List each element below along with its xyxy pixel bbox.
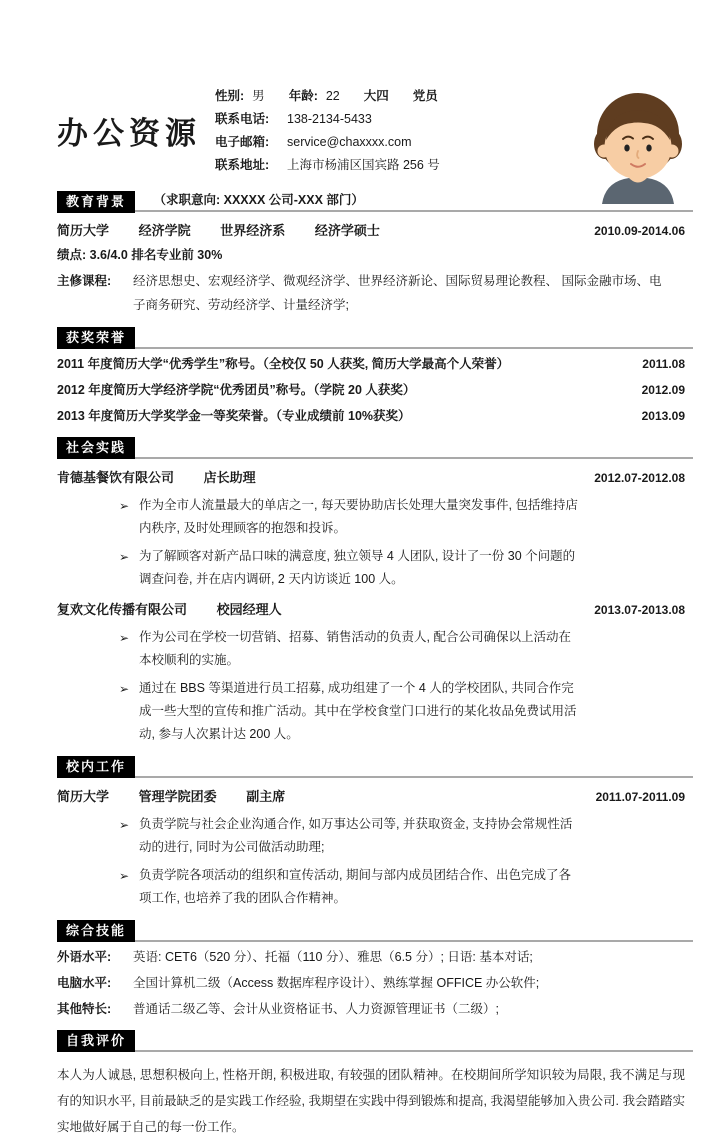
practice-entry-header bbox=[57, 599, 685, 621]
education-date: 2010.09-2014.06 bbox=[594, 224, 685, 238]
arrow-bullet-icon: ➢ bbox=[119, 682, 130, 696]
skill-text: 英语: CET6（520 分）、托福（110 分）、雅思（6.5 分）; 日语: 基本对话; bbox=[133, 950, 533, 964]
section-rule bbox=[57, 1050, 693, 1052]
award-date: 2011.08 bbox=[642, 357, 685, 371]
arrow-bullet-icon: ➢ bbox=[119, 631, 130, 645]
section-rule bbox=[57, 457, 693, 459]
section-header-skills bbox=[57, 920, 685, 942]
male-avatar-illustration bbox=[582, 88, 694, 204]
section-rule bbox=[57, 210, 693, 212]
practice-date: 2012.07-2012.08 bbox=[594, 471, 685, 485]
address-label: 联系地址: bbox=[215, 158, 270, 172]
company-name: 复欢文化传播有限公司 bbox=[57, 602, 188, 617]
education-entry-header bbox=[57, 220, 685, 242]
avatar bbox=[582, 88, 694, 204]
self-evaluation-text: 本人为人诚恳, 思想积极向上, 性格开朗, 积极进取, 有较强的团队精神。在校期间所学知识较为局限, 我不满足与现有的知识水平, 目前最缺乏的是实践工作经验, 我期望在实践中得到锻炼和提高, 我渴望能够加入贵公司. 我会踏踏实实地做好属于自己的每一份工作。 bbox=[57, 1068, 685, 1134]
contact-phone-row bbox=[215, 109, 454, 130]
award-row bbox=[57, 353, 685, 375]
grade-value: 大四 bbox=[363, 89, 389, 103]
personal-info bbox=[215, 86, 454, 178]
bullet-item bbox=[119, 545, 685, 591]
skill-row bbox=[57, 972, 685, 994]
bullet-text: 作为公司在学校一切营销、招募、销售活动的负责人, 配合公司确保以上活动在本校顺利的实施。 bbox=[139, 630, 571, 667]
org-dept-name: 管理学院团委 bbox=[138, 789, 217, 804]
courses-text: 经济思想史、宏观经济学、微观经济学、世界经济新论、国际贸易理论教程、 国际金融市场、电子商务研究、劳动经济学、计量经济学; bbox=[133, 274, 662, 312]
college-name: 经济学院 bbox=[138, 223, 191, 238]
section-header-practice bbox=[57, 437, 685, 459]
award-text: 2011 年度简历大学“优秀学生”称号。（全校仅 50 人获奖, 简历大学最高个人荣誉） bbox=[57, 357, 510, 371]
bullet-text: 负责学院各项活动的组织和宣传活动, 期间与部内成员团结合作、出色完成了各项工作, 也培养了我的团队合作精神。 bbox=[139, 868, 571, 905]
practice-date: 2013.07-2013.08 bbox=[594, 603, 685, 617]
contact-email-row bbox=[215, 132, 454, 153]
arrow-bullet-icon: ➢ bbox=[119, 869, 130, 883]
phone-value: 138-2134-5433 bbox=[287, 112, 372, 126]
campus-date: 2011.07-2011.09 bbox=[595, 790, 685, 804]
practice-bullets bbox=[119, 626, 685, 746]
practice-bullets bbox=[119, 494, 685, 591]
skill-label: 外语水平: bbox=[57, 950, 112, 964]
award-row bbox=[57, 379, 685, 401]
evaluation-section-badge: 自我评价 bbox=[57, 1030, 135, 1052]
skill-label: 其他特长: bbox=[57, 1002, 112, 1016]
age-label: 年龄: bbox=[288, 89, 318, 103]
gender-label: 性别: bbox=[215, 89, 245, 103]
school-name: 简历大学 bbox=[57, 223, 110, 238]
address-value: 上海市杨浦区国宾路 256 号 bbox=[287, 158, 440, 172]
practice-entry-header bbox=[57, 467, 685, 489]
courses-label: 主修课程: bbox=[57, 274, 112, 288]
section-header-evaluation bbox=[57, 1030, 685, 1052]
arrow-bullet-icon: ➢ bbox=[119, 499, 130, 513]
bullet-item bbox=[119, 626, 685, 672]
award-row bbox=[57, 405, 685, 427]
bullet-item bbox=[119, 864, 685, 910]
email-value: service@chaxxxx.com bbox=[287, 135, 412, 149]
bullet-item bbox=[119, 677, 685, 746]
skill-text: 普通话二级乙等、会计从业资格证书、人力资源管理证书（二级）; bbox=[133, 1002, 499, 1016]
role-name: 校园经理人 bbox=[216, 602, 282, 617]
campus-work-section-badge: 校内工作 bbox=[57, 756, 135, 778]
practice-section-badge: 社会实践 bbox=[57, 437, 135, 459]
department-name: 世界经济系 bbox=[220, 223, 286, 238]
bullet-item bbox=[119, 813, 685, 859]
awards-section-badge: 获奖荣誉 bbox=[57, 327, 135, 349]
job-objective: （求职意向: XXXXX 公司-XXX 部门） bbox=[153, 193, 364, 207]
contact-address-row bbox=[215, 155, 454, 176]
skill-row bbox=[57, 946, 685, 968]
section-rule bbox=[57, 776, 693, 778]
award-date: 2012.09 bbox=[641, 383, 685, 397]
age-value: 22 bbox=[325, 89, 340, 103]
arrow-bullet-icon: ➢ bbox=[119, 818, 130, 832]
campus-entry-header bbox=[57, 786, 685, 808]
gender-value: 男 bbox=[252, 89, 265, 103]
bullet-text: 作为全市人流量最大的单店之一, 每天要协助店长处理大量突发事件, 包括维持店内秩序, 及时处理顾客的抱怨和投诉。 bbox=[139, 498, 578, 535]
bullet-text: 为了解顾客对新产品口味的满意度, 独立领导 4 人团队, 设计了一份 30 个问题的调查问卷, 并在店内调研, 2 天内访谈近 100 人。 bbox=[139, 549, 576, 586]
section-header-awards bbox=[57, 327, 685, 349]
section-rule bbox=[57, 940, 693, 942]
section-header-campus-work bbox=[57, 756, 685, 778]
degree-name: 经济学硕士 bbox=[314, 223, 380, 238]
education-section-badge: 教育背景 bbox=[57, 191, 135, 213]
skills-section-badge: 综合技能 bbox=[57, 920, 135, 942]
role-name: 店长助理 bbox=[203, 470, 256, 485]
role-name: 副主席 bbox=[246, 789, 286, 804]
campus-bullets bbox=[119, 813, 685, 910]
arrow-bullet-icon: ➢ bbox=[119, 550, 130, 564]
phone-label: 联系电话: bbox=[215, 112, 270, 126]
award-text: 2012 年度简历大学经济学院“优秀团员”称号。（学院 20 人获奖） bbox=[57, 383, 416, 397]
skill-text: 全国计算机二级（Access 数据库程序设计）、熟练掌握 OFFICE 办公软件; bbox=[133, 976, 540, 990]
award-date: 2013.09 bbox=[641, 409, 685, 423]
award-text: 2013 年度简历大学奖学金一等奖荣誉。（专业成绩前 10%获奖） bbox=[57, 409, 411, 423]
company-name: 肯德基餐饮有限公司 bbox=[57, 470, 175, 485]
political-status: 党员 bbox=[412, 89, 438, 103]
gpa-line: 绩点: 3.6/4.0 排名专业前 30% bbox=[57, 248, 223, 262]
section-rule bbox=[57, 347, 693, 349]
school-name: 简历大学 bbox=[57, 789, 110, 804]
bullet-text: 负责学院与社会企业沟通合作, 如万事达公司等, 并获取资金, 支持协会常规性活动的进行, 同时为公司做活动助理; bbox=[139, 817, 573, 854]
email-label: 电子邮箱: bbox=[215, 135, 270, 149]
profile-row bbox=[215, 86, 454, 107]
bullet-item bbox=[119, 494, 685, 540]
skill-label: 电脑水平: bbox=[57, 976, 112, 990]
logo-text: 办公资源 bbox=[57, 116, 201, 151]
courses-row bbox=[57, 269, 685, 317]
skill-row bbox=[57, 998, 685, 1020]
bullet-text: 通过在 BBS 等渠道进行员工招募, 成功组建了一个 4 人的学校团队, 共同合作完成一些大型的宣传和推广活动。其中在学校食堂门口进行的某化妆品免费试用活动, 参与人次累计达 200 人。 bbox=[139, 681, 577, 741]
